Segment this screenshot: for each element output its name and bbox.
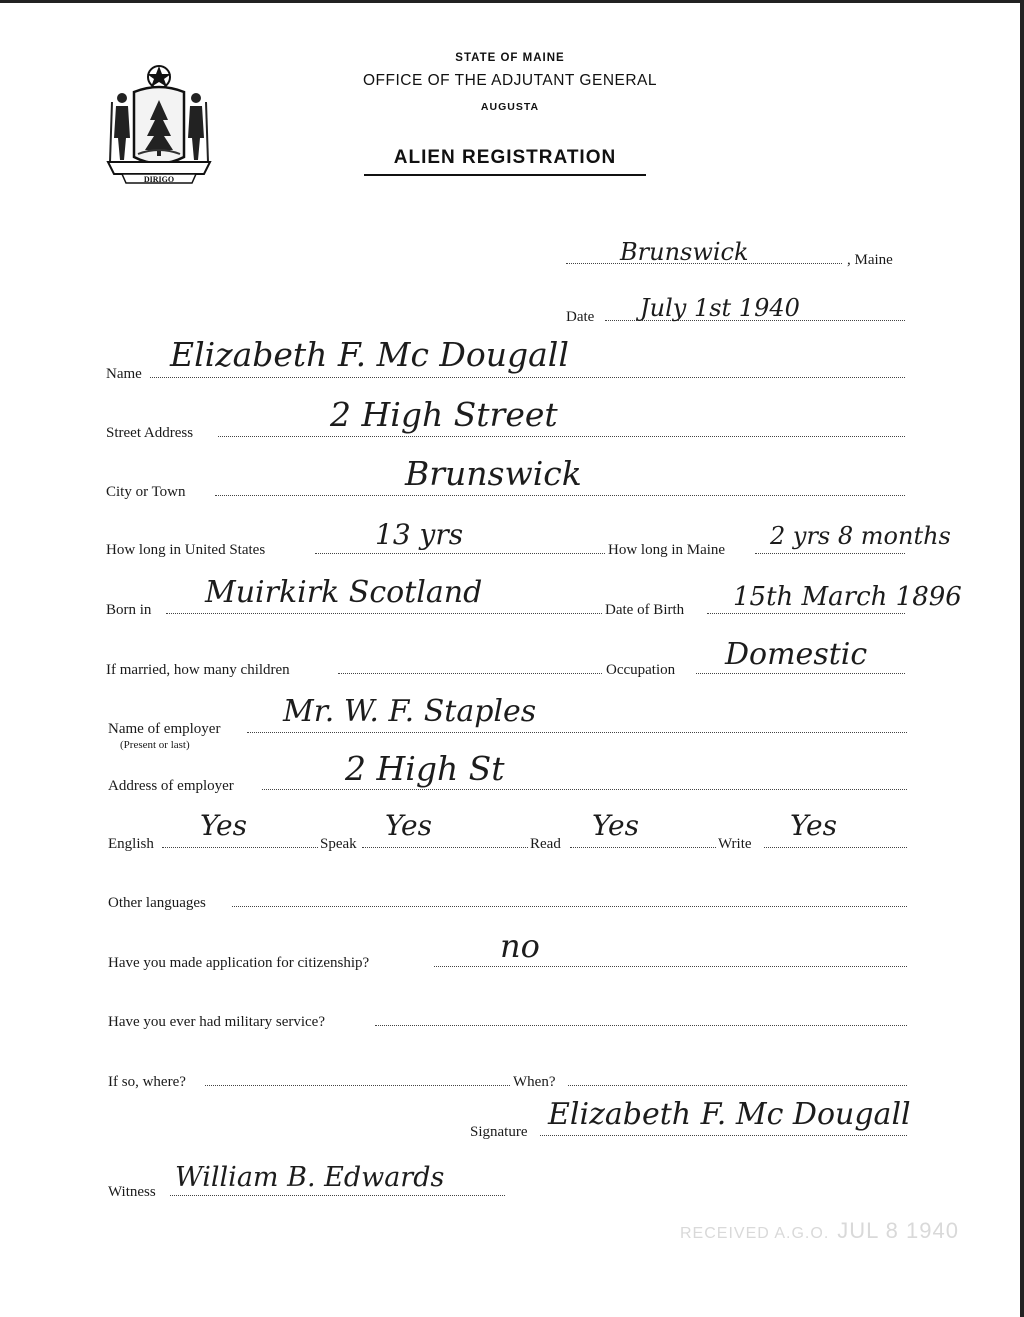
- citizenship-field[interactable]: [434, 966, 907, 967]
- military-label: Have you ever had military service?: [108, 1014, 325, 1030]
- employer-address-value: 2 High St: [345, 749, 505, 788]
- speak-label: Speak: [320, 836, 357, 852]
- speak-field[interactable]: [362, 847, 528, 848]
- citizenship-value: no: [500, 927, 540, 965]
- children-label: If married, how many children: [106, 662, 290, 678]
- name-field[interactable]: [150, 377, 905, 378]
- dob-label: Date of Birth: [605, 602, 685, 618]
- maine-duration-field[interactable]: [755, 553, 905, 554]
- witness-field[interactable]: [170, 1195, 505, 1196]
- when-label: When?: [513, 1074, 556, 1090]
- citizenship-label: Have you made application for citizenship?: [108, 955, 370, 971]
- dob-field[interactable]: [707, 613, 905, 614]
- speak-value: Yes: [385, 809, 432, 842]
- read-field[interactable]: [570, 847, 716, 848]
- received-stamp: [680, 1218, 959, 1244]
- children-field[interactable]: [338, 673, 602, 674]
- employer-label: Name of employer: [108, 721, 221, 737]
- maine-duration-label: How long in Maine: [608, 542, 726, 558]
- born-field[interactable]: [166, 613, 602, 614]
- city-field[interactable]: [215, 495, 905, 496]
- employer-address-label: Address of employer: [108, 778, 234, 794]
- when-field[interactable]: [568, 1085, 907, 1086]
- occupation-field[interactable]: [696, 673, 905, 674]
- employer-sublabel: (Present or last): [120, 739, 190, 751]
- other-languages-label: Other languages: [108, 895, 206, 911]
- occupation-value: Domestic: [725, 637, 868, 672]
- street-field[interactable]: [218, 436, 905, 437]
- street-value: 2 High Street: [330, 395, 558, 434]
- born-label: Born in: [106, 602, 152, 618]
- signature-value: Elizabeth F. Mc Dougall: [548, 1097, 911, 1132]
- english-label: English: [108, 836, 154, 852]
- signature-field[interactable]: [540, 1135, 907, 1136]
- read-label: Read: [530, 836, 561, 852]
- header-office: OFFICE OF THE ADJUTANT GENERAL: [362, 72, 658, 89]
- occupation-label: Occupation: [606, 662, 676, 678]
- maine-duration-value: 2 yrs 8 months: [770, 522, 951, 550]
- street-label: Street Address: [106, 425, 194, 441]
- witness-label: Witness: [108, 1184, 156, 1200]
- employer-value: Mr. W. F. Staples: [283, 694, 537, 729]
- born-value: Muirkirk Scotland: [205, 575, 483, 610]
- english-value: Yes: [200, 809, 247, 842]
- date-value: July 1st 1940: [640, 294, 800, 322]
- write-value: Yes: [790, 809, 837, 842]
- city-label: City or Town: [106, 484, 186, 500]
- header-city: AUGUSTA: [480, 101, 540, 113]
- read-value: Yes: [592, 809, 639, 842]
- scan-border-top: [0, 0, 1024, 3]
- form-title: ALIEN REGISTRATION: [393, 147, 617, 168]
- header-state: STATE OF MAINE: [455, 52, 565, 64]
- military-field[interactable]: [375, 1025, 907, 1026]
- english-field[interactable]: [162, 847, 318, 848]
- scan-border-right: [1020, 0, 1024, 1317]
- title-underline: [364, 174, 646, 176]
- seal-motto: DIRIGO: [143, 175, 175, 184]
- other-languages-field[interactable]: [232, 906, 907, 907]
- write-label: Write: [718, 836, 752, 852]
- stamp-received-text: RECEIVED A.G.O.: [680, 1225, 830, 1242]
- employer-field[interactable]: [247, 732, 907, 733]
- us-duration-value: 13 yrs: [375, 518, 464, 551]
- where-field[interactable]: [205, 1085, 510, 1086]
- where-label: If so, where?: [108, 1074, 186, 1090]
- signature-label: Signature: [470, 1124, 528, 1140]
- employer-address-field[interactable]: [262, 789, 907, 790]
- us-duration-field[interactable]: [315, 553, 605, 554]
- witness-value: William B. Edwards: [175, 1162, 445, 1193]
- stamp-date: JUL 8 1940: [837, 1218, 959, 1243]
- us-duration-label: How long in United States: [106, 542, 266, 558]
- city-value: Brunswick: [405, 454, 582, 493]
- date-label: Date: [566, 309, 595, 325]
- dob-value: 15th March 1896: [733, 582, 962, 612]
- place-suffix-label: , Maine: [847, 252, 893, 268]
- write-field[interactable]: [764, 847, 907, 848]
- name-value: Elizabeth F. Mc Dougall: [170, 335, 569, 374]
- state-seal-icon: [104, 62, 214, 186]
- name-label: Name: [106, 366, 142, 382]
- place-value: Brunswick: [620, 238, 749, 266]
